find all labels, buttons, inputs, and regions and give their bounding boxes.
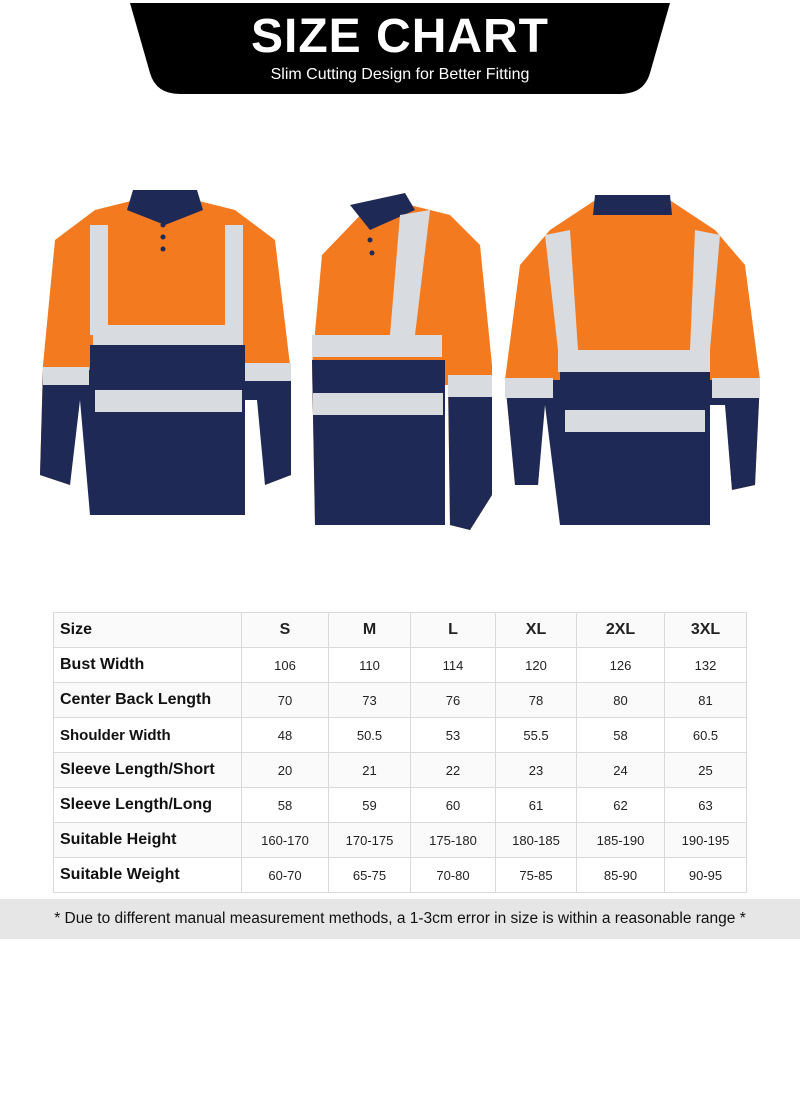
table-cell: 60 — [411, 788, 496, 823]
row-label: Suitable Height — [54, 823, 242, 858]
table-row-suitable-height — [54, 823, 747, 858]
table-cell: 50.5 — [329, 718, 411, 753]
table-cell: 25 — [665, 753, 747, 788]
table-cell: 73 — [329, 683, 411, 718]
table-cell: 22 — [411, 753, 496, 788]
table-cell: 58 — [242, 788, 329, 823]
table-row-center-back-length — [54, 683, 747, 718]
table-cell: 114 — [411, 648, 496, 683]
table-cell: 132 — [665, 648, 747, 683]
header-size-2xl: 2XL — [577, 613, 665, 648]
table-cell: 53 — [411, 718, 496, 753]
table-cell: 23 — [496, 753, 577, 788]
table-cell: 20 — [242, 753, 329, 788]
shirt-front-image — [35, 185, 295, 520]
table-row-shoulder-width — [54, 718, 747, 753]
header-size-3xl: 3XL — [665, 613, 747, 648]
size-table — [53, 612, 747, 893]
table-cell: 110 — [329, 648, 411, 683]
header-size-xl: XL — [496, 613, 577, 648]
table-cell: 65-75 — [329, 858, 411, 893]
table-cell: 185-190 — [577, 823, 665, 858]
table-header-row — [54, 613, 747, 648]
table-cell: 55.5 — [496, 718, 577, 753]
table-cell: 63 — [665, 788, 747, 823]
banner-subtitle: Slim Cutting Design for Better Fitting — [270, 66, 530, 83]
table-cell: 76 — [411, 683, 496, 718]
table-cell: 175-180 — [411, 823, 496, 858]
table-cell: 62 — [577, 788, 665, 823]
row-label: Sleeve Length/Short — [54, 753, 242, 788]
table-cell: 90-95 — [665, 858, 747, 893]
product-photos — [30, 185, 770, 535]
table-row-sleeve-length-long — [54, 788, 747, 823]
row-label: Sleeve Length/Long — [54, 788, 242, 823]
table-cell: 48 — [242, 718, 329, 753]
table-cell: 85-90 — [577, 858, 665, 893]
table-cell: 170-175 — [329, 823, 411, 858]
table-cell: 59 — [329, 788, 411, 823]
table-cell: 58 — [577, 718, 665, 753]
row-label: Shoulder Width — [54, 718, 242, 753]
table-cell: 60-70 — [242, 858, 329, 893]
table-cell: 61 — [496, 788, 577, 823]
row-label: Center Back Length — [54, 683, 242, 718]
table-cell: 21 — [329, 753, 411, 788]
banner-title: SIZE CHART — [251, 10, 549, 63]
table-row-sleeve-length-short — [54, 753, 747, 788]
shirt-back-image — [500, 185, 765, 530]
header-size-label: Size — [54, 613, 242, 648]
header-size-l: L — [411, 613, 496, 648]
table-cell: 80 — [577, 683, 665, 718]
header-size-m: M — [329, 613, 411, 648]
table-cell: 190-195 — [665, 823, 747, 858]
table-row-bust-width — [54, 648, 747, 683]
table-cell: 70-80 — [411, 858, 496, 893]
table-cell: 180-185 — [496, 823, 577, 858]
table-cell: 81 — [665, 683, 747, 718]
measurement-footnote: * Due to different manual measurement methods, a 1-3cm error in size is within a reasonable range * — [0, 899, 800, 939]
table-cell: 75-85 — [496, 858, 577, 893]
size-chart-banner — [130, 3, 670, 94]
table-cell: 78 — [496, 683, 577, 718]
row-label: Suitable Weight — [54, 858, 242, 893]
row-label: Bust Width — [54, 648, 242, 683]
shirt-side-image — [310, 185, 500, 530]
table-cell: 70 — [242, 683, 329, 718]
table-cell: 106 — [242, 648, 329, 683]
table-cell: 160-170 — [242, 823, 329, 858]
table-cell: 126 — [577, 648, 665, 683]
table-row-suitable-weight — [54, 858, 747, 893]
table-cell: 120 — [496, 648, 577, 683]
header-size-s: S — [242, 613, 329, 648]
table-cell: 60.5 — [665, 718, 747, 753]
table-cell: 24 — [577, 753, 665, 788]
